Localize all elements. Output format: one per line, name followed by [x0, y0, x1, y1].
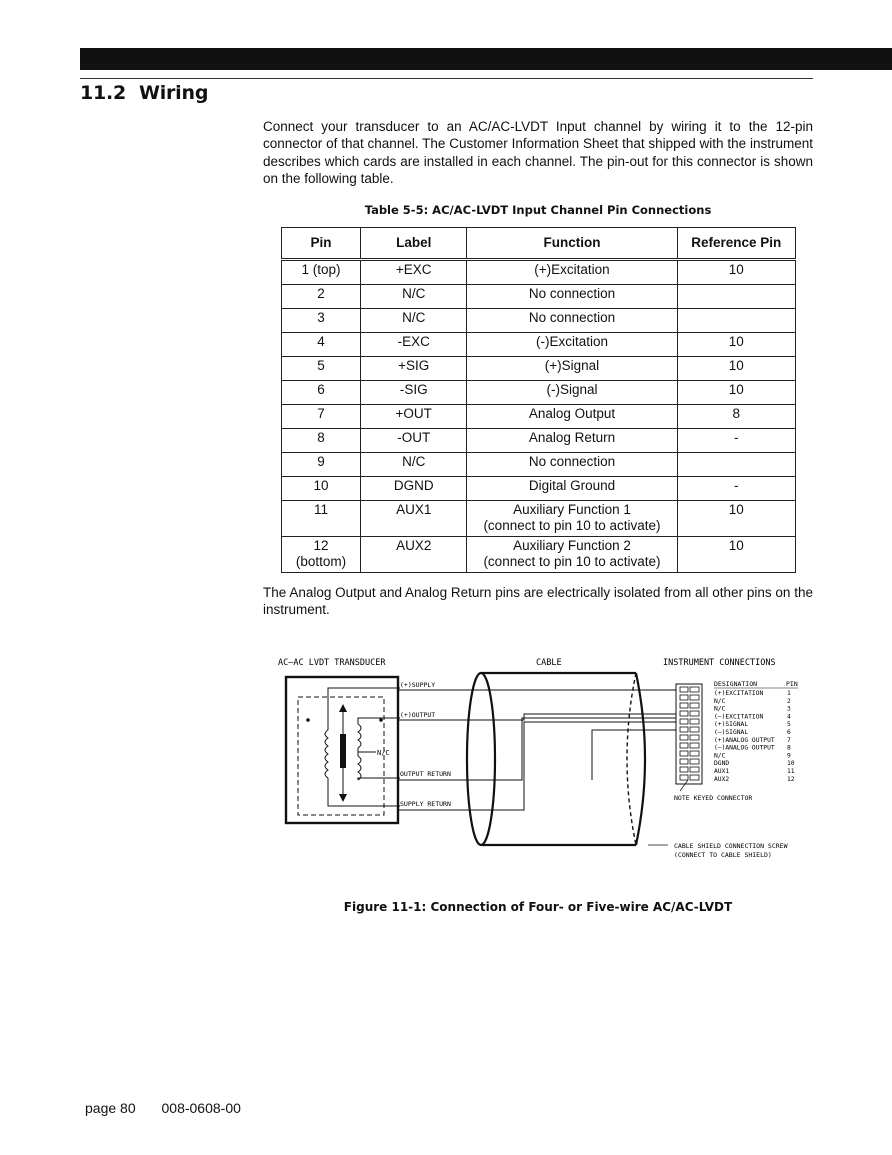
- label-cell: N/C: [361, 285, 467, 309]
- pin-header: PIN: [786, 680, 798, 688]
- designation-name: N/C: [714, 697, 726, 705]
- table-row: [282, 429, 796, 453]
- connector-pin-slot: [680, 751, 688, 756]
- connector-pin-slot: [680, 759, 688, 764]
- table-row: [282, 285, 796, 309]
- wiring-diagram: [276, 652, 806, 857]
- reference-pin-cell: -: [677, 477, 795, 501]
- connector-pin-slot: [680, 711, 688, 716]
- table-header-row: [282, 228, 796, 260]
- table-row: [282, 477, 796, 501]
- function-cell: (+)Signal: [467, 357, 677, 381]
- table-row: [282, 537, 796, 573]
- designation-pin: 2: [787, 697, 791, 705]
- function-cell: (+)Excitation: [467, 260, 677, 285]
- pin-cell: 10: [282, 477, 361, 501]
- table-row: [282, 453, 796, 477]
- designation-name: N/C: [714, 752, 726, 760]
- label-cell: AUX2: [361, 537, 467, 573]
- reference-pin-cell: -: [677, 429, 795, 453]
- cable-shield: [467, 673, 645, 845]
- shield-screw-note: CABLE SHIELD CONNECTION SCREW: [674, 842, 788, 850]
- connector-screw-slot: [690, 743, 699, 748]
- designation-pin: 8: [787, 744, 791, 752]
- pin-cell: 1 (top): [282, 260, 361, 285]
- section-number: 11.2: [80, 82, 127, 104]
- function-cell: Analog Output: [467, 405, 677, 429]
- pin-cell: 5: [282, 357, 361, 381]
- pin-cell: 11: [282, 501, 361, 537]
- function-cell: Auxiliary Function 2 (connect to pin 10 to activate): [467, 537, 677, 573]
- designation-pin: 9: [787, 752, 791, 760]
- label-cell: +EXC: [361, 260, 467, 285]
- reference-pin-cell: 10: [677, 501, 795, 537]
- label-cell: N/C: [361, 453, 467, 477]
- designation-pin: 7: [787, 736, 791, 744]
- cable-wires: [398, 690, 678, 810]
- label-cell: -OUT: [361, 429, 467, 453]
- table-row: [282, 333, 796, 357]
- reference-pin-cell: 10: [677, 381, 795, 405]
- internal-wiring: [328, 688, 400, 806]
- header-rule: [80, 78, 813, 79]
- header-label: Label: [361, 228, 467, 260]
- primary-coil: [325, 722, 328, 784]
- designation-pin: 1: [787, 690, 791, 697]
- label-cell: DGND: [361, 477, 467, 501]
- connector-pin-slot: [680, 735, 688, 740]
- pin-cell: 12 (bottom): [282, 537, 361, 573]
- pin-cell: 2: [282, 285, 361, 309]
- connector-pin-slot: [680, 767, 688, 772]
- figure-caption: Figure 11-1: Connection of Four- or Five-wire AC/AC-LVDT: [343, 900, 733, 914]
- reference-pin-cell: 10: [677, 357, 795, 381]
- connector-screw-slot: [690, 687, 699, 692]
- table-row: [282, 309, 796, 333]
- page-footer: [85, 1100, 263, 1116]
- connector-pin-slot: [680, 687, 688, 692]
- function-cell: Analog Return: [467, 429, 677, 453]
- function-cell: (-)Excitation: [467, 333, 677, 357]
- table-row: [282, 357, 796, 381]
- reference-pin-cell: 10: [677, 260, 795, 285]
- connector-screw-slot: [690, 695, 699, 700]
- header-reference-pin: Reference Pin: [677, 228, 795, 260]
- designation-header: DESIGNATION: [714, 680, 758, 688]
- pin-connections-table: [281, 227, 796, 573]
- designation-name: (+)ANALOG OUTPUT: [714, 736, 775, 744]
- connector-pin-slot: [680, 719, 688, 724]
- connector-screw-slot: [690, 735, 699, 740]
- designation-name: N/C: [714, 705, 726, 713]
- transducer-title: AC—AC LVDT TRANSDUCER: [278, 658, 386, 668]
- function-cell: Auxiliary Function 1 (connect to pin 10 to activate): [467, 501, 677, 537]
- pin-cell: 6: [282, 381, 361, 405]
- nc-label: N/C: [377, 749, 390, 757]
- designation-pin: 5: [787, 721, 791, 729]
- function-cell: No connection: [467, 453, 677, 477]
- table-caption: Table 5-5: AC/AC-LVDT Input Channel Pin Connections: [364, 203, 712, 217]
- function-cell: No connection: [467, 285, 677, 309]
- wire-label-supply-return: SUPPLY RETURN: [400, 800, 451, 808]
- function-cell: No connection: [467, 309, 677, 333]
- mount-dot-right: [379, 718, 383, 722]
- wire-label-output-return: OUTPUT RETURN: [400, 770, 451, 778]
- reference-pin-cell: 8: [677, 405, 795, 429]
- table-row: [282, 260, 796, 285]
- connector-screw-slot: [690, 727, 699, 732]
- intro-paragraph: Connect your transducer to an AC/AC-LVDT Input channel by wiring it to the 12-pin connector of that channel. The Customer Information Sheet that shipped with the instrument describes which cards are installed in each channel. The pin-out for this connector is shown on the following table.: [263, 119, 813, 186]
- designation-pin: 6: [787, 729, 791, 736]
- isolation-note: The Analog Output and Analog Return pins are electrically isolated from all other pins on the instrument.: [263, 585, 813, 618]
- designation-pin: 11: [787, 768, 795, 775]
- wire-label-supply: (+)SUPPLY: [400, 681, 436, 689]
- label-cell: -EXC: [361, 333, 467, 357]
- header-pin: Pin: [282, 228, 361, 260]
- page-number: page 80: [85, 1100, 136, 1116]
- connector-screw-slot: [690, 711, 699, 716]
- reference-pin-cell: [677, 309, 795, 333]
- connector-screw-slot: [690, 767, 699, 772]
- document-number: 008-0608-00: [161, 1100, 241, 1116]
- reference-pin-cell: 10: [677, 333, 795, 357]
- designation-pin: 10: [787, 760, 795, 768]
- mount-dot-left: [306, 718, 310, 722]
- connector-pin-slot: [680, 727, 688, 732]
- designation-name: (+)EXCITATION: [714, 690, 764, 697]
- table-row: [282, 405, 796, 429]
- label-cell: AUX1: [361, 501, 467, 537]
- wiring-diagram-svg: [276, 652, 806, 859]
- table-row: [282, 381, 796, 405]
- designation-pin: 3: [787, 705, 791, 713]
- connector-pin-slot: [680, 703, 688, 708]
- designation-name: AUX1: [714, 768, 730, 775]
- pin-cell: 9: [282, 453, 361, 477]
- designation-name: (+)SIGNAL: [714, 721, 749, 729]
- pin-cell: 8: [282, 429, 361, 453]
- wire-label-output: (+)OUTPUT: [400, 711, 436, 719]
- core-arrow-down-icon: [339, 794, 347, 802]
- reference-pin-cell: 10: [677, 537, 795, 573]
- designation-name: AUX2: [714, 775, 730, 783]
- designation-pin: 12: [787, 775, 795, 783]
- designation-name: (—)EXCITATION: [714, 713, 764, 721]
- function-cell: Digital Ground: [467, 477, 677, 501]
- connector-screw-slot: [690, 751, 699, 756]
- connector-pin-slot: [680, 695, 688, 700]
- designation-name: DGND: [714, 760, 730, 768]
- label-cell: +OUT: [361, 405, 467, 429]
- shield-screw-subnote: (CONNECT TO CABLE SHIELD): [674, 851, 772, 859]
- section-heading: [80, 82, 208, 104]
- reference-pin-cell: [677, 453, 795, 477]
- designation-name: (—)SIGNAL: [714, 729, 749, 736]
- connector-screw-slot: [690, 703, 699, 708]
- cable-title: CABLE: [536, 658, 562, 668]
- instrument-connector: [676, 684, 702, 784]
- label-cell: +SIG: [361, 357, 467, 381]
- core-arrow-up-icon: [339, 704, 347, 712]
- connector-pin-slot: [680, 743, 688, 748]
- reference-pin-cell: [677, 285, 795, 309]
- label-cell: -SIG: [361, 381, 467, 405]
- instrument-title: INSTRUMENT CONNECTIONS: [663, 658, 776, 668]
- section-title: Wiring: [138, 82, 209, 104]
- designation-list: [714, 690, 795, 783]
- connector-screw-slot: [690, 775, 699, 780]
- label-cell: N/C: [361, 309, 467, 333]
- table-row: [282, 501, 796, 537]
- function-cell: (-)Signal: [467, 381, 677, 405]
- header-bar: [80, 48, 892, 70]
- pin-cell: 4: [282, 333, 361, 357]
- pin-cell: 3: [282, 309, 361, 333]
- connector-screw-slot: [690, 719, 699, 724]
- keyed-connector-note: NOTE KEYED CONNECTOR: [674, 794, 753, 802]
- connector-pin-slot: [680, 775, 688, 780]
- connector-screw-slot: [690, 759, 699, 764]
- secondary-coils: [358, 724, 376, 780]
- designation-name: (—)ANALOG OUTPUT: [714, 744, 775, 752]
- pin-cell: 7: [282, 405, 361, 429]
- designation-pin: 4: [787, 713, 791, 721]
- header-function: Function: [467, 228, 677, 260]
